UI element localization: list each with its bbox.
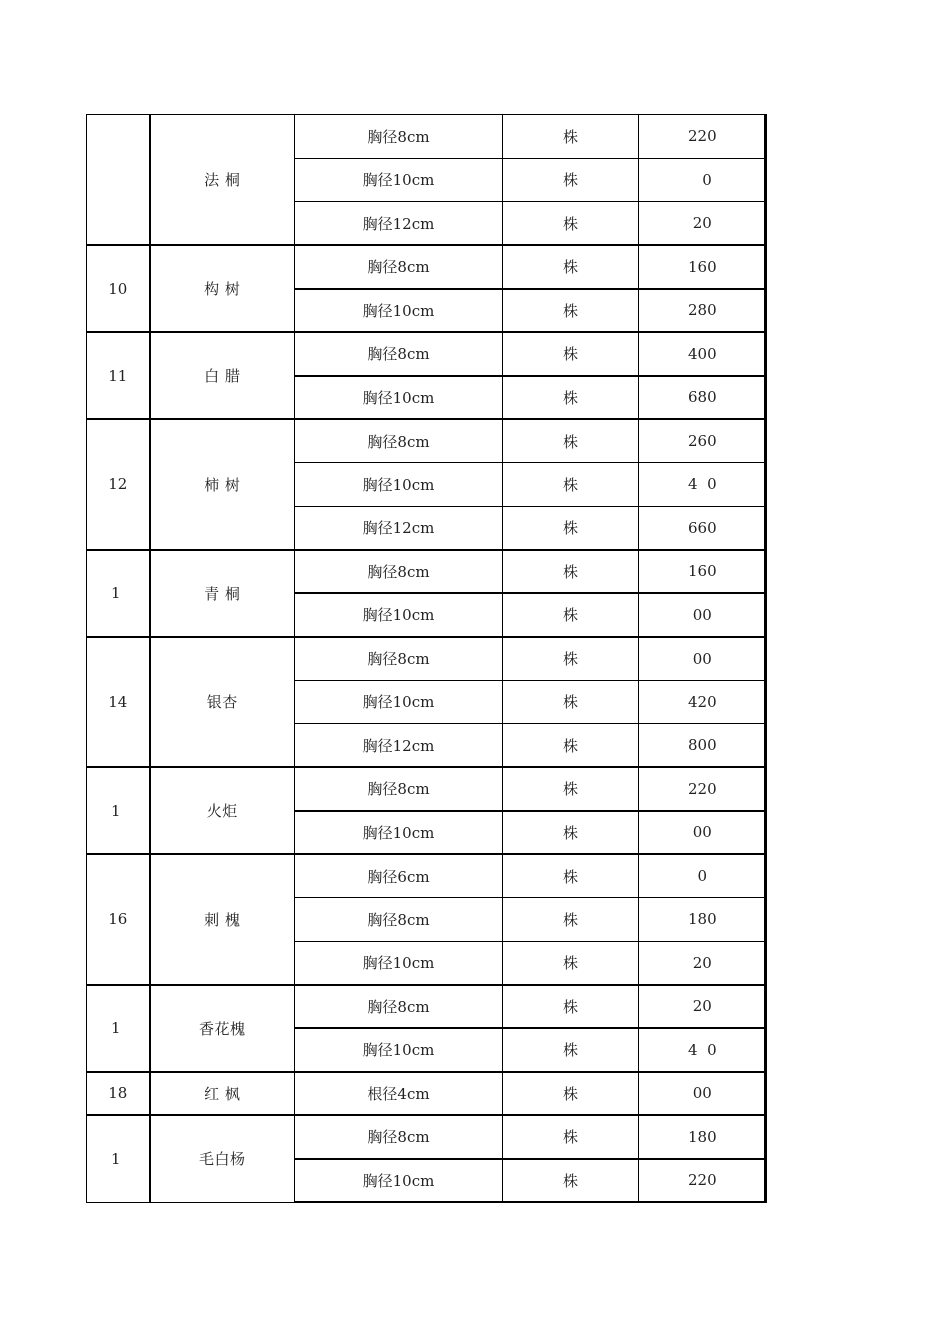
quantity-cell: 20	[639, 202, 766, 246]
unit-cell: 株	[503, 811, 639, 855]
spec-cell: 胸径10cm	[295, 1028, 503, 1072]
spec-cell: 胸径8cm	[295, 637, 503, 681]
table-row	[87, 1115, 766, 1159]
spec-cell: 胸径8cm	[295, 898, 503, 942]
item-number-cell: 1	[87, 1115, 150, 1202]
unit-cell: 株	[503, 985, 639, 1029]
spec-cell: 胸径12cm	[295, 724, 503, 768]
spec-cell: 胸径10cm	[295, 811, 503, 855]
spec-cell: 胸径8cm	[295, 419, 503, 463]
spec-cell: 胸径10cm	[295, 463, 503, 507]
quantity-cell: 20	[639, 941, 766, 985]
unit-cell: 株	[503, 680, 639, 724]
tree-name-cell: 白 腊	[150, 332, 295, 419]
unit-cell: 株	[503, 767, 639, 811]
spec-cell: 胸径12cm	[295, 202, 503, 246]
quantity-cell: 0	[639, 854, 766, 898]
quantity-cell: 800	[639, 724, 766, 768]
quantity-cell: 280	[639, 289, 766, 333]
quantity-cell: 4 0	[639, 463, 766, 507]
spec-cell: 胸径10cm	[295, 941, 503, 985]
unit-cell: 株	[503, 419, 639, 463]
quantity-cell: 0	[639, 158, 766, 202]
spec-cell: 胸径8cm	[295, 115, 503, 159]
quantity-cell: 180	[639, 898, 766, 942]
quantity-cell: 660	[639, 506, 766, 550]
table-row	[87, 419, 766, 463]
item-number-cell: 14	[87, 637, 150, 768]
item-number-cell: 1	[87, 985, 150, 1072]
unit-cell: 株	[503, 1115, 639, 1159]
tree-name-cell: 法 桐	[150, 115, 295, 246]
table-row	[87, 245, 766, 289]
quantity-cell: 160	[639, 550, 766, 594]
spec-cell: 根径4cm	[295, 1072, 503, 1116]
unit-cell: 株	[503, 202, 639, 246]
item-number-cell	[87, 115, 150, 246]
quantity-cell: 00	[639, 593, 766, 637]
spec-cell: 胸径10cm	[295, 680, 503, 724]
quantity-cell: 180	[639, 1115, 766, 1159]
spec-cell: 胸径8cm	[295, 332, 503, 376]
table-row	[87, 985, 766, 1029]
unit-cell: 株	[503, 1028, 639, 1072]
spec-cell: 胸径8cm	[295, 550, 503, 594]
spec-cell: 胸径8cm	[295, 245, 503, 289]
quantity-cell: 00	[639, 811, 766, 855]
tree-name-cell: 构 树	[150, 245, 295, 332]
spec-cell: 胸径8cm	[295, 767, 503, 811]
unit-cell: 株	[503, 550, 639, 594]
table-body	[87, 115, 766, 1203]
unit-cell: 株	[503, 637, 639, 681]
quantity-cell: 20	[639, 985, 766, 1029]
quantity-cell: 00	[639, 1072, 766, 1116]
quantity-cell: 220	[639, 1159, 766, 1203]
item-number-cell: 10	[87, 245, 150, 332]
spec-cell: 胸径10cm	[295, 289, 503, 333]
unit-cell: 株	[503, 941, 639, 985]
quantity-cell: 420	[639, 680, 766, 724]
unit-cell: 株	[503, 245, 639, 289]
unit-cell: 株	[503, 1072, 639, 1116]
tree-name-cell: 银杏	[150, 637, 295, 768]
quantity-cell: 680	[639, 376, 766, 420]
spec-cell: 胸径8cm	[295, 1115, 503, 1159]
quantity-cell: 260	[639, 419, 766, 463]
unit-cell: 株	[503, 332, 639, 376]
spec-cell: 胸径10cm	[295, 593, 503, 637]
table-row	[87, 854, 766, 898]
spec-cell: 胸径6cm	[295, 854, 503, 898]
quantity-cell: 220	[639, 767, 766, 811]
tree-name-cell: 柿 树	[150, 419, 295, 550]
unit-cell: 株	[503, 854, 639, 898]
table-row	[87, 115, 766, 159]
quantity-cell: 4 0	[639, 1028, 766, 1072]
unit-cell: 株	[503, 158, 639, 202]
spec-cell: 胸径8cm	[295, 985, 503, 1029]
tree-name-cell: 毛白杨	[150, 1115, 295, 1202]
nursery-stock-table	[86, 114, 767, 1203]
item-number-cell: 1	[87, 550, 150, 637]
unit-cell: 株	[503, 1159, 639, 1203]
quantity-cell: 00	[639, 637, 766, 681]
spec-cell: 胸径10cm	[295, 158, 503, 202]
unit-cell: 株	[503, 506, 639, 550]
spec-cell: 胸径12cm	[295, 506, 503, 550]
item-number-cell: 11	[87, 332, 150, 419]
quantity-cell: 400	[639, 332, 766, 376]
spec-cell: 胸径10cm	[295, 1159, 503, 1203]
item-number-cell: 1	[87, 767, 150, 854]
tree-name-cell: 火炬	[150, 767, 295, 854]
unit-cell: 株	[503, 463, 639, 507]
item-number-cell: 18	[87, 1072, 150, 1116]
table-row	[87, 332, 766, 376]
unit-cell: 株	[503, 115, 639, 159]
table-row	[87, 637, 766, 681]
item-number-cell: 16	[87, 854, 150, 985]
unit-cell: 株	[503, 898, 639, 942]
spec-cell: 胸径10cm	[295, 376, 503, 420]
tree-name-cell: 香花槐	[150, 985, 295, 1072]
item-number-cell: 12	[87, 419, 150, 550]
unit-cell: 株	[503, 593, 639, 637]
table-row	[87, 1072, 766, 1116]
quantity-cell: 160	[639, 245, 766, 289]
tree-name-cell: 红 枫	[150, 1072, 295, 1116]
unit-cell: 株	[503, 289, 639, 333]
tree-name-cell: 刺 槐	[150, 854, 295, 985]
table-row	[87, 767, 766, 811]
quantity-cell: 220	[639, 115, 766, 159]
tree-name-cell: 青 桐	[150, 550, 295, 637]
unit-cell: 株	[503, 376, 639, 420]
table-row	[87, 550, 766, 594]
unit-cell: 株	[503, 724, 639, 768]
